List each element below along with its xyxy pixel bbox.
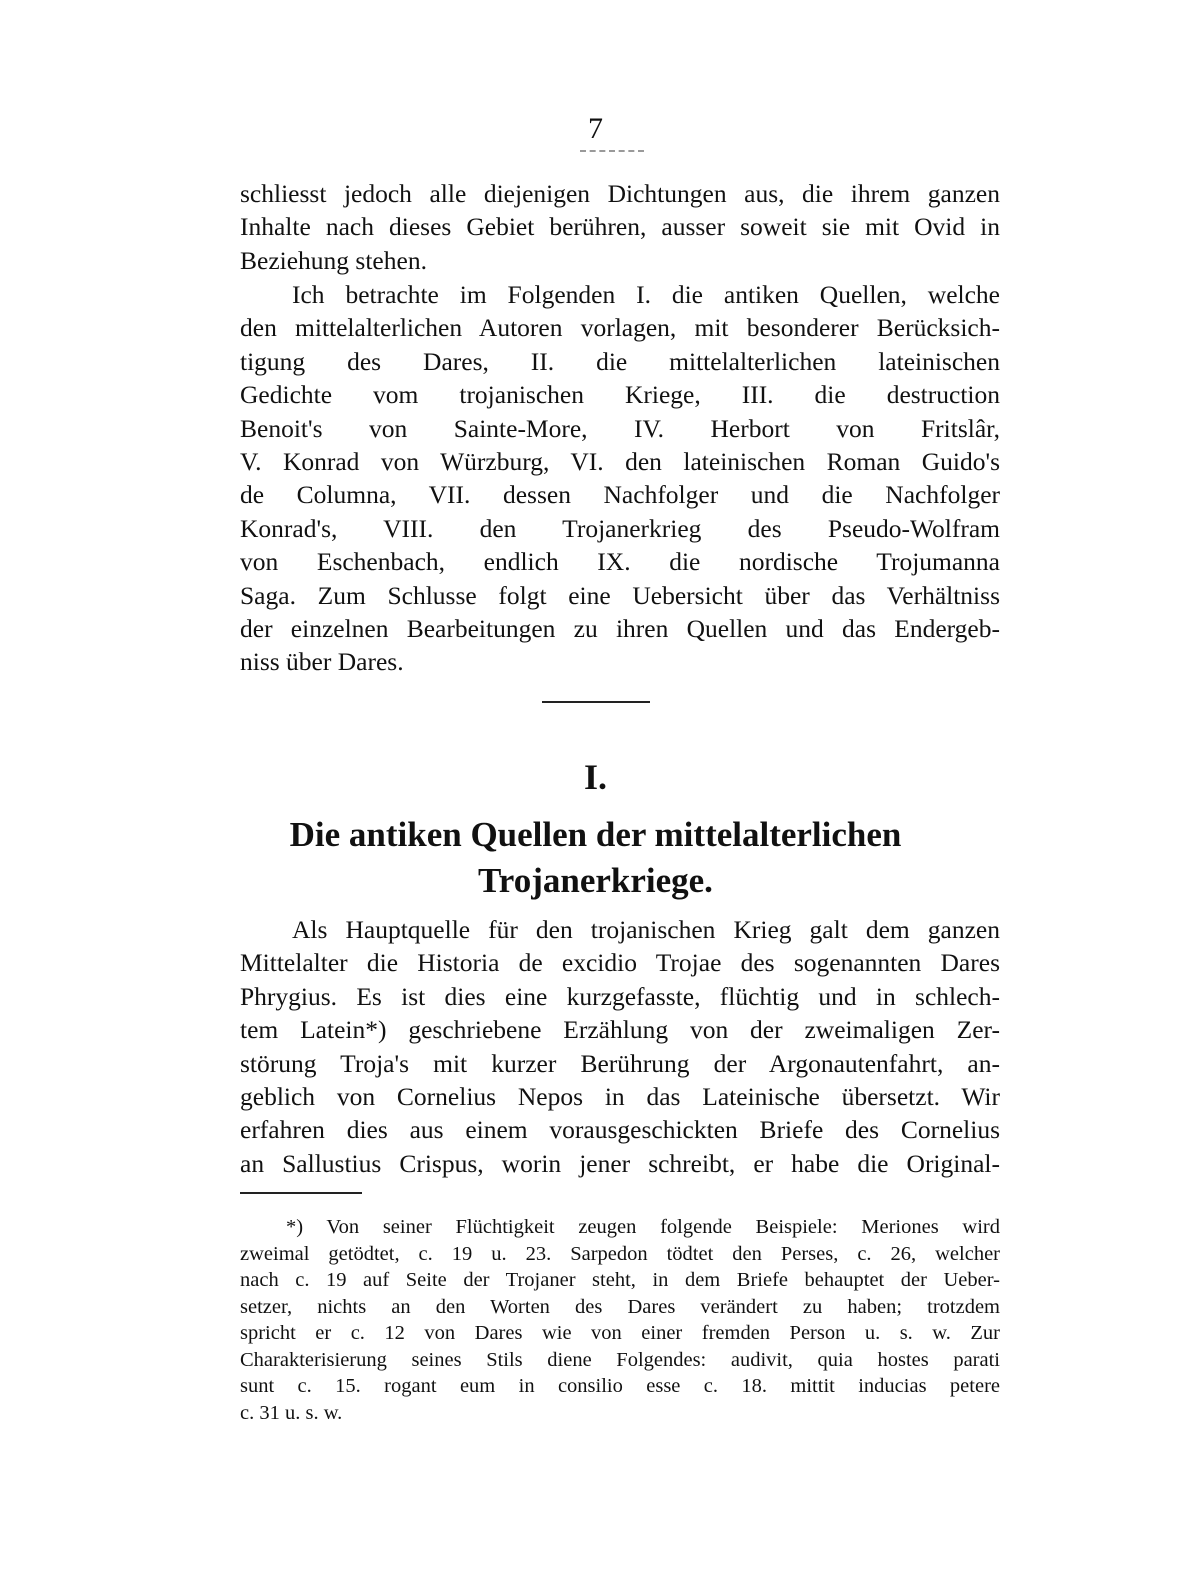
footnote (240, 1214, 1000, 1426)
text-line: Mittelalter die Historia de excidio Trojae des sogenannten Dares (240, 948, 1000, 978)
intro-paragraph (240, 177, 1000, 277)
text-line: Inhalte nach dieses Gebiet berühren, ausser soweit sie mit Ovid in (240, 212, 1000, 242)
footnote-line: setzer, nichts an den Worten des Dares verändert zu haben; trotzdem (240, 1295, 1000, 1318)
text-line: Saga. Zum Schlusse folgt eine Uebersicht über das Verhältniss (240, 580, 1000, 610)
text-line: Benoit's von Sainte-More, IV. Herbort von Fritslâr, (240, 413, 1000, 443)
footnote-line: sunt c. 15. rogant eum in consilio esse c. 18. mittit inducias petere (240, 1375, 1000, 1397)
section-numeral: I. (583, 757, 607, 797)
footnote-line: c. 31 u. s. w. (240, 1401, 343, 1424)
text-line: Als Hauptquelle für den trojanischen Krieg galt dem ganzen (292, 915, 1000, 944)
text-line: störung Troja's mit kurzer Berührung der Argonautenfahrt, an- (240, 1048, 1000, 1078)
text-line: von Eschenbach, endlich IX. die nordische Trojumanna (240, 547, 1000, 577)
text-line: tem Latein*) geschriebene Erzählung von der zweimaligen Zer- (240, 1015, 1000, 1045)
text-line: de Columna, VII. dessen Nachfolger und die Nachfolger (240, 480, 1000, 510)
section-title-line: Trojanerkriege. (478, 861, 713, 900)
text-line: Konrad's, VIII. den Trojanerkrieg des Pseudo-Wolfram (240, 513, 1000, 543)
text-line: Ich betrachte im Folgenden I. die antiken Quellen, welche (292, 280, 1000, 309)
section-title (0, 812, 1191, 904)
text-line: schliesst jedoch alle diejenigen Dichtungen aus, die ihrem ganzen (240, 179, 1000, 208)
text-line: Gedichte vom trojanischen Kriege, III. die destruction (240, 380, 1000, 410)
text-line: der einzelnen Bearbeitungen zu ihren Quellen und das Endergeb- (240, 614, 1000, 644)
section-title-line: Die antiken Quellen der mittelalterlichen (289, 815, 902, 854)
text-line: Beziehung stehen. (240, 245, 427, 275)
footnote-line: spricht er c. 12 von Dares wie von einer fremden Person u. s. w. Zur (240, 1322, 1000, 1344)
footnote-line: nach c. 19 auf Seite der Trojaner steht, in dem Briefe behauptet der Ueber- (240, 1269, 1000, 1291)
text-line: niss über Dares. (240, 647, 404, 677)
text-line: Phrygius. Es ist dies eine kurzgefasste, flüchtig und in schlech- (240, 981, 1000, 1011)
section-divider (542, 701, 650, 703)
text-line: an Sallustius Crispus, worin jener schreibt, er habe die Original- (240, 1148, 1000, 1178)
text-line: erfahren dies aus einem vorausgeschickten Briefe des Cornelius (240, 1115, 1000, 1145)
plan-paragraph (240, 278, 1000, 679)
text-line: geblich von Cornelius Nepos in das Lateinische übersetzt. Wir (240, 1082, 1000, 1112)
text-line: V. Konrad von Würzburg, VI. den lateinischen Roman Guido's (240, 447, 1000, 477)
footnote-separator (240, 1192, 362, 1194)
main-paragraph (240, 913, 1000, 1180)
page-number: 7 (588, 112, 603, 145)
text-line: den mittelalterlichen Autoren vorlagen, mit besonderer Berücksich- (240, 313, 1000, 343)
footnote-line: *) Von seiner Flüchtigkeit zeugen folgende Beispiele: Meriones wird (286, 1216, 1000, 1238)
text-line: tigung des Dares, II. die mittelalterlichen lateinischen (240, 346, 1000, 376)
page-number-rule (580, 150, 644, 152)
footnote-line: zweimal getödtet, c. 19 u. 23. Sarpedon tödtet den Perses, c. 26, welcher (240, 1242, 1000, 1265)
footnote-line: Charakterisierung seines Stils diene Folgendes: audivit, quia hostes parati (240, 1348, 1000, 1371)
